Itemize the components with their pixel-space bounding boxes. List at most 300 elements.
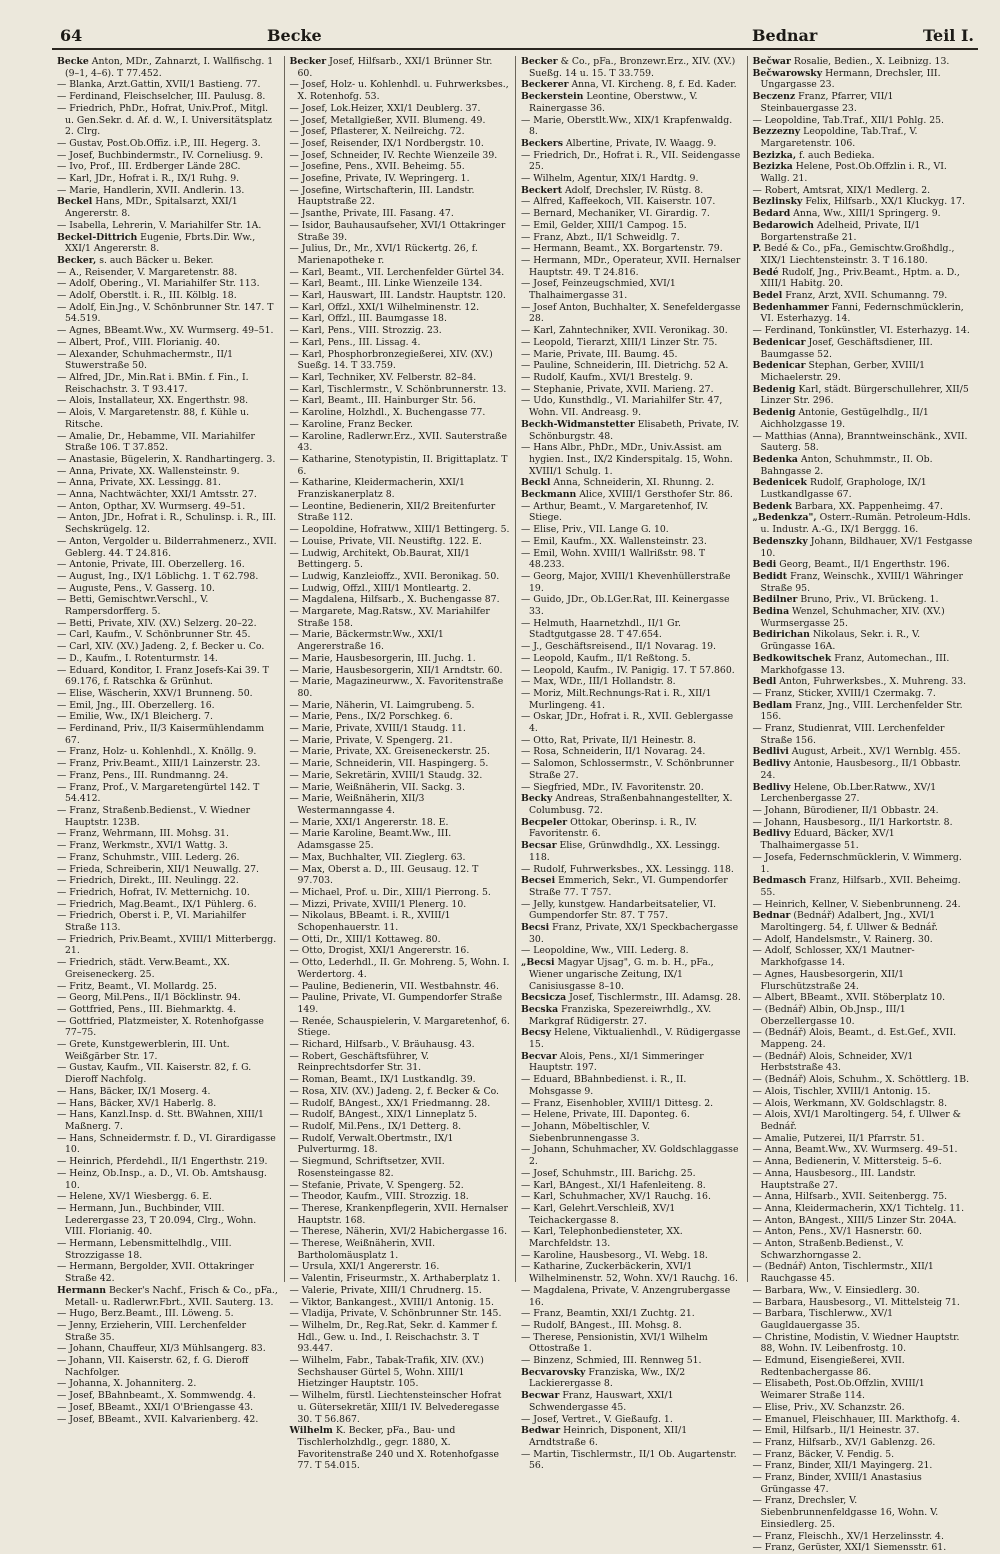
directory-entry: Becker, s. auch Bäcker u. Beker. [57,254,214,266]
directory-entry: Bečwar Rosalie, Bedien., X. Leibnizg. 13. [752,56,950,67]
directory-entry: — Otto, Lederhdl., II. Gr. Mohreng. 5, Wohn. I. Werdertorg. 4. [289,957,510,980]
directory-entry: — Hermann, Jun., Buchbinder, VIII. Lederergasse 23, T 20.094, Clrg., Wohn. VIII. Florianig. 40. [57,1202,257,1238]
directory-entry: — Franz, Straßenb.Bedienst., V. Wiedner Hauptstr. 123B. [57,805,251,828]
directory-entry: — Carl, Kaufm., V. Schönbrunner Str. 45. [57,629,251,641]
directory-entry: Bedel Franz, Arzt, XVII. Schumanng. 79. [752,290,948,302]
directory-entry: — Eduard, Konditor, I. Franz Josefs-Kai 39. T 69.176, f. Ratschka & Grünhut. [57,664,269,688]
directory-entry: Bedé Rudolf, Jng., Priv.Beamt., Hptm. a. D., XIII/1 Habitg. 20. [752,266,960,290]
directory-entry: — Josef, Schneider, IV. Rechte Wienzeile 39. [289,149,498,161]
directory-entry: — Karoline, Holzhdl., X. Buchengasse 77. [289,407,486,419]
directory-entry: — (Bednář) Anton, Tischlermstr., XII/1 Rauchgasse 45. [752,1261,934,1285]
directory-entry: Bezzezny Leopoldine, Tab.Traf., V. Margaretenstr. 106. [752,126,918,149]
directory-entry: — Marie, Schneiderin, VII. Haspingerg. 5. [289,758,489,770]
directory-entry: — Karl, Pens., III. Lissag. 4. [289,336,421,348]
directory-entry: — Josef, Holz- u. Kohlenhdl. u. Fuhrwerksbes., X. Rotenhofg. 53. [289,79,509,103]
directory-entry: Bedlivy Helene, Ob.Lber.Ratww., XV/1 Lerchenbergasse 27. [752,781,937,805]
directory-entry: — (Bednář) Alois, Schuhm., X. Schöttlerg. 1B. [752,1074,970,1086]
directory-entry: — Louise, Private, VII. Neustiftg. 122. E. [289,535,482,547]
directory-entry: — Hermann, Bergolder, XVII. Ottakringer Straße 42. [57,1261,254,1285]
directory-entry: — Alois, Tischler, XVIII/1 Antonig. 15. [752,1085,931,1097]
directory-entry: — Karl, Telephonbediensteter, XX. Marchfeldstr. 13. [521,1226,683,1250]
directory-entry: — Franz, Studienrat, VIII. Lerchenfelder Straße 156. [752,723,945,746]
directory-entry: — Robert, Amtsrat, XIX/1 Medlerg. 2. [752,184,931,196]
directory-entry: — Heinrich, Kellner, V. Siebenbrunneng. 24. [752,898,961,910]
directory-entry: — Elisabeth, Post.Ob.Offzlin, XVIII/1 Weimarer Straße 114. [752,1378,925,1402]
directory-entry: — Hans Albr., PhDr., MDr., Univ.Assist. am hygien. Inst., IX/2 Kinderspitalg. 15, Wohn. XVIII/1 Schulg. 1. [521,442,733,477]
directory-entry: — J., Geschäftsreisend., II/1 Novarag. 19. [521,641,717,653]
directory-entry: — Robert, Geschäftsführer, V. Reinprechtsdorfer Str. 31. [289,1050,430,1074]
directory-entry: — Max, WDr., III/1 Hollandstr. 8. [521,676,676,688]
directory-entry: Bedenhammer Fanni, Federnschmücklerin, VI. Esterhazyg. 14. [752,301,964,325]
directory-entry: — D., Kaufm., I. Rotenturmstr. 14. [57,652,218,664]
directory-entry: Bedwar Heinrich, Disponent, XII/1 Arndtstraße 6. [521,1425,688,1448]
directory-entry: Bedmasch Franz, Hilfsarb., XVII. Beheimg. 55. [752,875,961,898]
directory-entry: — Therese, Krankenpflegerin, XVII. Hernalser Hauptstr. 168. [289,1202,508,1226]
directory-entry: — Fritz, Beamt., VI. Mollardg. 25. [57,980,217,992]
directory-entry: — Johann, Chauffeur, XI/3 Mühlsangerg. 83. [57,1343,266,1355]
directory-entry: — Franz, Sticker, XVIII/1 Czermakg. 7. [752,687,936,699]
directory-entry: — Jelly, kunstgew. Handarbeitsatelier, VI. Gumpendorfer Str. 87. T 757. [521,898,717,922]
directory-entry: — Josefa, Federnschmücklerin, V. Wimmerg. 1. [752,851,962,875]
directory-entry: — Ludwig, Architekt, Ob.Baurat, XII/1 Bettingerg. 5. [289,547,471,571]
directory-entry: — Leopold, Kaufm., IV. Panigig. 17. T 57.860. [521,664,735,676]
directory-entry: — Amalie, Dr., Hebamme, VII. Mariahilfer Straße 106. T 37.852. [57,430,255,454]
directory-entry: — Josefine, Private, IV. Wepringerg. 1. [289,173,470,185]
directory-entry: Bedard Anna, Ww., XIII/1 Springerg. 9. [752,208,941,220]
directory-entry: — Anna, Bedienerin, V. Mittersteig. 5–6. [752,1156,942,1168]
directory-entry: — Karl, Phosphorbronzegießerei, XIV. (XV.) Sueßg. 14. T 33.759. [289,348,493,372]
directory-entry: — Josef, Pflasterer, X. Neilreichg. 72. [289,126,465,138]
directory-entry: — Isabella, Lehrerin, V. Mariahilfer Str. 1A. [57,219,262,231]
directory-entry: — Gottfried, Platzmeister, X. Rotenhofgasse 77–75. [57,1015,264,1039]
directory-entry: — Max, Oberst a. D., III. Geusaug. 12. T 97.703. [289,863,479,887]
directory-entry: — Gottfried, Pens., III. Biehmarktg. 4. [57,1003,237,1015]
directory-entry: — Emil, Gelder, XIII/1 Campog. 15. [521,219,687,231]
directory-entry: — Heinrich, Pferdehdl., II/1 Engerthstr. 219. [57,1156,268,1168]
directory-entry: — Grete, Kunstgewerblerin, III. Unt. Weißgärber Str. 17. [57,1039,230,1062]
directory-entry: — Rudolf, BAngest., III. Mohsg. 8. [521,1319,682,1331]
directory-entry: — Hugo, Berz.Beamt., III. Löweng. 5. [57,1308,234,1320]
directory-entry: — Rudolf, BAngest., XX/1 Friedmanng. 28. [289,1097,491,1109]
directory-entry: — Carl, XIV. (XV.) Jadeng. 2, f. Becker u. Co. [57,641,265,653]
directory-entry: — Karl, Schuhmacher, XV/1 Rauchg. 16. [521,1191,711,1203]
directory-entry: — Michael, Prof. u. Dir., XIII/1 Pierrong. 5. [289,886,491,898]
directory-entry: — Theodor, Kaufm., VIII. Strozzig. 18. [289,1191,469,1203]
directory-entry: — Emil, Jng., III. Oberzellerg. 16. [57,699,215,711]
directory-entry: — Anastasie, Bügelerin, X. Randhartingerg. 3. [57,453,276,465]
directory-entry: Hermann Becker's Nachf., Frisch & Co., pFa., Metall- u. Radlerwr.Fbrt., XVII. Sauterg. 13. [57,1284,278,1308]
directory-entry: — Betti, Private, XIV. (XV.) Selzerg. 20–22. [57,617,257,629]
directory-entry: — Eduard, BBahnbedienst. i. R., II. Mohsgasse 9. [521,1074,687,1097]
directory-entry: Beckl Anna, Schneiderin, XI. Rhunng. 2. [521,477,715,489]
directory-entry: — Matthias (Anna), Branntweinschänk., XVII. Sauterg. 58. [752,430,968,454]
directory-entry: — Marie, XXI/1 Angererstr. 18. E. [289,816,449,828]
directory-entry: Bedenig Karl, städt. Bürgerschullehrer, XII/5 Linzer Str. 296. [752,383,969,407]
directory-entry: — Franz, Abzt., II/1 Schweidlg. 7. [521,231,680,243]
directory-entry: — Stephanie, Private, XVII. Marieng. 27. [521,383,714,395]
directory-entry: — Marie, Private, XVIII/1 Staudg. 11. [289,723,466,735]
directory-entry: — Alois, V. Margaretenstr. 88, f. Kühle u. Ritsche. [57,407,250,430]
page-header [52,22,978,50]
directory-entry: — Agnes, BBeamt.Ww., XV. Wurmserg. 49–51. [57,325,274,337]
directory-entry: — Leopoldine, Ww., VIII. Lederg. 8. [521,945,689,957]
directory-entry: — Helene, Private, III. Daponteg. 6. [521,1109,690,1121]
directory-entry: Beckert Adolf, Drechsler, IV. Rüstg. 8. [521,184,704,196]
directory-entry: — Barbara, Hausbesorg., VI. Mittelsteig 71. [752,1296,960,1308]
directory-entry: Becker & Co., pFa., Bronzewr.Erz., XIV. (XV.) Sueßg. 14 u. 15. T 33.759. [521,56,736,79]
directory-entry: — Marie, Pens., IX/2 Porschkeg. 6. [289,711,453,723]
directory-entry: Bedi Georg, Beamt., II/1 Engerthstr. 196. [752,559,950,571]
directory-entry: — August, Ing., IX/1 Löblichg. 1. T 62.798. [57,570,259,582]
directory-entry: — Helene, XV/1 Wiesbergg. 6. E. [57,1191,212,1203]
directory-entry: — Pauline, Schneiderin, III. Dietrichg. 52 A. [521,360,729,372]
directory-entry: — Rudolf, BAngest., XIX/1 Linneplatz 5. [289,1109,478,1121]
directory-entry: — Franz, Binder, XVIII/1 Anastasius Grüngasse 47. [752,1472,922,1495]
directory-entry: — Siegfried, MDr., IV. Favoritenstr. 20. [521,781,704,793]
directory-entry: — Karl, Offzl., III. Baumgasse 18. [289,313,447,325]
directory-entry: — Viktor, Bankangest., XVIII/1 Antonig. 15. [289,1296,494,1308]
directory-entry: — Franz, Beamtin, XXI/1 Zuchtg. 21. [521,1308,695,1320]
directory-entry: — Salomon, Schlossermstr., V. Schönbrunner Straße 27. [521,758,734,781]
directory-entry: Beckers Albertine, Private, IV. Waagg. 9. [521,137,717,149]
directory-entry: — Vladija, Private, V. Schönbrunner Str. 145. [289,1308,502,1320]
directory-entry: — Emanuel, Fleischhauer, III. Markthofg. 4. [752,1413,961,1425]
directory-entry: — Hermann, Lebensmittelhdlg., VIII. Strozzigasse 18. [57,1238,232,1261]
directory-entry: — Anna, Nachtwächter, XXI/1 Amtsstr. 27. [57,489,257,501]
directory-entry: — Katharine, Kleidermacherin, XXI/1 Franziskanerplatz 8. [289,477,465,501]
directory-entry: P. Bedé & Co., pFa., Gemischtw.Großhdlg., XIX/1 Liechtensteinstr. 3. T 16.180. [752,243,955,266]
directory-entry: — Karoline, Radlerwr.Erz., XVII. Sauterstraße 43. [289,430,507,454]
directory-entry: — Franz, Holz- u. Kohlenhdl., X. Knöllg. 9. [57,746,257,758]
directory-entry: Becke Anton, MDr., Zahnarzt, I. Wallfischg. 1 (9–1, 4–6). T 77.452. [57,56,274,79]
directory-entry: — Ivo, Prof., III. Erdberger Lände 28C. [57,161,241,173]
directory-entry: — Marie, Magazineurww., X. Favoritenstraße 80. [289,676,504,699]
directory-entry: — Rudolf, Verwalt.Obertmstr., IX/1 Pulverturmg. 18. [289,1132,454,1156]
directory-entry: — Alfred, Kaffeekoch, VII. Kaiserstr. 107. [521,196,716,208]
directory-entry: — Otto, Drogist, XXI/1 Angererstr. 16. [289,945,470,957]
directory-entry: Bezizka Helene, Post.Ob.Offzlin i. R., VI. Wallg. 21. [752,161,947,185]
directory-entry: — Karl, Pens., VIII. Strozzig. 23. [289,325,442,337]
directory-entry: — Marie, Private, V. Spengerg. 21. [289,734,453,746]
directory-entry: — Hans, Schneidermstr. f. D., VI. Girardigasse 10. [57,1132,276,1156]
directory-entry: Bedenka Anton, Schuhmmstr., II. Ob. Bahngasse 2. [752,453,933,477]
directory-entry: — Mizzi, Private, XVIII/1 Plenerg. 10. [289,898,467,910]
directory-entry: — Friedrich, Hofrat, IV. Metternichg. 10. [57,886,250,898]
directory-entry: — Franz, Werkmstr., XVI/1 Wattg. 3. [57,840,228,852]
directory-entry: Beckerer Anna, VI. Kircheng. 8, f. Ed. Kader. [521,79,737,91]
directory-entry: — Isidor, Bauhausaufseher, XVI/1 Ottakringer Straße 39. [289,219,506,243]
directory-entry: — Valerie, Private, XIII/1 Chrudnerg. 15. [289,1284,482,1296]
directory-entry: — Franz, Priv.Beamt., XIII/1 Lainzerstr. 23. [57,758,261,770]
directory-entry: — Josef, BBahnbeamt., X. Sommwendg. 4. [57,1390,256,1402]
directory-entry: — Karl, Zahntechniker, XVII. Veronikag. 30. [521,325,728,337]
directory-entry: Bedenszky Johann, Bildhauer, XV/1 Festgasse 10. [752,535,973,559]
directory-entry: Bedenicar Stephan, Gerber, XVIII/1 Michaelerstr. 29. [752,360,926,383]
header-right-keyword: Bednar [752,26,818,45]
directory-entry: — Agnes, Hausbesorgerin, XII/1 Flurschützstraße 24. [752,968,905,992]
directory-entry: — Helmuth, Haarnetzhdl., II/1 Gr. Stadtgutgasse 28. T 47.654. [521,617,681,641]
directory-entry: „Bedenkza", Osterr.-Rumän. Petroleum-Hdls. u. Industr. A.-G., IX/1 Berggg. 16. [752,512,971,536]
directory-entry: — Emilie, Ww., IX/1 Bleicherg. 7. [57,711,213,723]
directory-entry: — Friedrich, Direkt., III. Neulingg. 22. [57,875,239,887]
column-3 [515,56,747,1472]
directory-entry: — Anna, Hilfsarb., XVII. Seitenbergg. 75. [752,1191,948,1203]
directory-entry: — Karl, Hauswart, III. Landstr. Hauptstr. 120. [289,290,506,302]
directory-entry: — Rudolf, Mil.Pens., IX/1 Detterg. 8. [289,1120,462,1132]
directory-entry: Becsi Franz, Private, XX/1 Speckbachergasse 30. [521,922,739,945]
directory-entry: — Hans, Bäcker, XV/1 Haberlg. 8. [57,1097,217,1109]
directory-entry: — Adolf, Ein.Jng., V. Schönbrunner Str. 147. T 54.519. [57,301,274,325]
directory-entry: — Wilhelm, fürstl. Liechtensteinscher Hofrat u. Gütersekretär, XIII/1 IV. Belvederegasse 30. T 56.867. [289,1390,502,1425]
directory-entry: — Karl, Offzl., XXI/1 Wilhelminenstr. 12. [289,301,480,313]
directory-entry: Becska Franziska, Spezereiwrhdlg., XV. Markgraf Rüdigerstr. 27. [521,1003,712,1027]
directory-entry: — Nikolaus, BBeamt. i. R., XVIII/1 Schopenhauerstr. 11. [289,910,451,934]
directory-entry: — Alexander, Schuhmachermstr., II/1 Stuwerstraße 50. [57,348,234,372]
directory-entry: — Pauline, Bedienerin, VII. Westbahnstr. 46. [289,980,499,992]
directory-entry: — Julius, Dr., Mr., XVI/1 Rückertg. 26, f. Marienapotheke r. [289,243,478,266]
directory-entry: Bedlivy Antonie, Hausbesorg., II/1 Obbastr. 24. [752,758,961,781]
directory-entry: — Guido, JDr., Ob.LGer.Rat, III. Keinergasse 33. [521,594,730,618]
directory-entry: — Bernard, Mechaniker, VI. Girardig. 7. [521,208,710,220]
directory-entry: — Margarete, Mag.Ratsw., XV. Mariahilfer Straße 158. [289,606,490,629]
directory-entry: — Roman, Beamt., IX/1 Lustkandlg. 39. [289,1074,476,1086]
directory-entry: — Katharine, Stenotypistin, II. Brigittaplatz. T 6. [289,453,508,477]
directory-entry: Bednar (Bednář) Adalbert, Jng., XVI/1 Maroltingerg. 54, f. Ullwer & Bednář. [752,910,938,934]
directory-entry: — Friedrich, städt. Verw.Beamt., XX. Greiseneckerg. 25. [57,957,230,980]
directory-entry: — Alfred, JDr., Min.Rat i. BMin. f. Fin., I. Reischachstr. 3. T 93.417. [57,371,249,395]
directory-entry: — Josef, Buchbindermstr., IV. Corneliusg. 9. [57,149,264,161]
directory-entry: Beckel-Dittrich Eugenie, Fbrts.Dir. Ww., XXI/1 Angererstr. 8. [57,231,256,255]
directory-entry: — Emil, Wohn. XVIII/1 Wallrißstr. 98. T 48.233. [521,547,706,571]
directory-entry: Bezizka, f. auch Bedieka. [752,149,875,161]
directory-entry: — Franz, Gerüster, XXI/1 Siemensstr. 61. [752,1542,947,1554]
directory-entry: — Renée, Schauspielerin, V. Margaretenhof, 6. Stiege. [289,1015,510,1039]
directory-entry: — Marie, Private, III. Baumg. 45. [521,348,678,360]
directory-entry: — Jsanthe, Private, III. Fasang. 47. [289,208,454,220]
directory-entry: — Anna, Private, XX. Lessingg. 81. [57,477,221,489]
directory-entry: — Pauline, Private, VI. Gumpendorfer Straße 149. [289,992,503,1015]
header-left-keyword: Becke [267,26,322,45]
directory-entry: — Leopoldine, Tab.Traf., XII/1 Pohlg. 25. [752,114,945,126]
directory-entry: — Karoline, Hausbesorg., VI. Webg. 18. [521,1249,708,1261]
directory-entry: — Amalie, Putzerei, II/1 Pfarrstr. 51. [752,1132,925,1144]
directory-entry: — Marie, Hausbesorgerin, XII/1 Arndtstr. 60. [289,664,503,676]
directory-entry: Bedina Wenzel, Schuhmacher, XIV. (XV.) Wurmsergasse 25. [752,606,945,629]
directory-entry: — Christine, Modistin, V. Wiedner Hauptstr. 88, Wohn. IV. Leibenfrostg. 10. [752,1331,960,1355]
directory-entry: — Marie, Bäckermstr.Ww., XXI/1 Angererstraße 16. [289,629,444,653]
directory-entry: — Anton, Opthar, XV. Wurmserg. 49–51. [57,500,246,512]
directory-entry: Becker Josef, Hilfsarb., XXI/1 Brünner Str. 60. [289,56,493,79]
directory-entry: — Franz, Pens., III. Rundmanng. 24. [57,769,229,781]
directory-entry: — Josef, BBeamt., XVII. Kalvarienberg. 42. [57,1413,259,1425]
directory-entry: — Karl, Beamt., III. Linke Wienzeile 134. [289,278,483,290]
directory-entry: — Ludwig, Kanzleioffz., XVII. Beronikag. 50. [289,570,500,582]
directory-entry: Bedidt Franz, Weinschk., XVIII/1 Währinger Straße 95. [752,570,963,594]
directory-entry: Becvar Alois, Pens., XI/1 Simmeringer Hauptstr. 197. [521,1050,704,1074]
directory-entry: — Rosa, XIV. (XV.) Jadeng. 2, f. Becker & Co. [289,1085,499,1097]
directory-entry: — Heinz, Ob.Insp., a. D., VI. Ob. Amtshausg. 10. [57,1167,267,1191]
directory-entry: Beckh-Widmanstetter Elisabeth, Private, IV. Schönburgstr. 48. [521,418,740,442]
directory-entry: — Josef, Metallgießer, XVII. Blumeng. 49. [289,114,486,126]
directory-entry: — Marie, Näherin, VI. Laimgrubeng. 5. [289,699,475,711]
directory-entry: Becpeler Ottokar, Oberinsp. i. R., IV. Favoritenstr. 6. [521,816,697,840]
directory-entry: — Adolf, Obering., VI. Mariahilfer Str. 113. [57,278,260,290]
directory-entry: — Karoline, Franz Becker. [289,418,413,430]
directory-entry: — Josef, Feinzeugschmied, XVI/1 Thalhaimergasse 31. [521,278,676,302]
directory-entry: Bedenig Antonie, Gestügelhdlg., II/1 Aichholzgasse 19. [752,407,929,430]
column-2 [284,56,516,1472]
directory-entry: — Karl, Techniker, XV. Felberstr. 82–84. [289,371,477,383]
directory-entry: Bedenicek Rudolf, Graphologe, IX/1 Lustkandlgasse 67. [752,477,927,501]
directory-entry: — Rudolf, Kaufm., XVI/1 Brestelg. 9. [521,371,693,383]
directory-entry: — Rudolf, Fuhrwerksbes., XX. Lessingg. 118. [521,863,734,875]
directory-entry: — Elise, Priv., VII. Lange G. 10. [521,524,669,536]
directory-entry: — Friedrich, PhDr., Hofrat, Univ.Prof., Mitgl. u. Gen.Sekr. d. Af. d. W., I. Universitätsplatz 2. Clrg. [57,102,272,138]
directory-entry: — Blanka, Arzt.Gattin, XVII/1 Bastieng. 77. [57,79,261,91]
directory-entry: — Frieda, Schreiberin, XII/1 Neuwallg. 27. [57,863,259,875]
directory-entry: — Moriz, Milt.Rechnungs-Rat i. R., XII/1 Murlingeng. 41. [521,687,712,711]
directory-entry: — Ursula, XXI/1 Angererstr. 16. [289,1261,440,1273]
directory-entry: Bedenicar Josef, Geschäftsdiener, III. Baumgasse 52. [752,336,933,360]
directory-entry: — Elise, Wäscherin, XXV/1 Brunneng. 50. [57,687,253,699]
directory-entry: — Magdalena, Hilfsarb., X. Buchengasse 87. [289,594,500,606]
directory-entry: Bedilner Bruno, Priv., VI. Brückeng. 1. [752,594,939,606]
directory-entry: — Friedrich, Oberst i. P., VI. Mariahilfer Straße 113. [57,910,246,934]
columns [52,56,978,1554]
directory-entry: — Johann, VII. Kaiserstr. 62, f. G. Dieroff Nachfolger. [57,1355,249,1378]
directory-entry: — Friedrich, Dr., Hofrat i. R., VII. Seidengasse 25. [521,149,741,173]
directory-entry: — Georg, Major, XVIII/1 Khevenhüllerstraße 19. [521,570,731,594]
column-1 [52,56,284,1425]
directory-entry: — Rosa, Schneiderin, II/1 Novarag. 24. [521,746,706,758]
directory-entry: — Auguste, Pens., V. Gasserg. 10. [57,582,215,594]
directory-entry: Bečwarowsky Hermann, Drechsler, III. Ungargasse 23. [752,67,941,91]
directory-entry: — Franz, Hilfsarb., XV/1 Gablenzg. 26. [752,1436,936,1448]
directory-entry: — Albert, BBeamt., XVII. Stöberplatz 10. [752,992,946,1004]
directory-entry: — Otti, Dr., XIII/1 Kottaweg. 80. [289,933,441,945]
directory-entry: — Marie, Oberstlt.Ww., XIX/1 Krapfenwaldg. 8. [521,114,733,138]
directory-entry: Beckmann Alice, XVIII/1 Gersthofer Str. 86. [521,489,733,501]
directory-entry: — Emil, Kaufm., XX. Wallensteinstr. 23. [521,535,707,547]
directory-entry: — Karl, JDr., Hofrat i. R., IX/1 Ruhg. 9. [57,173,240,185]
directory-entry: — Karl, BAngest., XI/1 Hafenleiteng. 8. [521,1179,706,1191]
directory-entry: — Betti, Gemischtwr.Verschl., V. Rampersdorfferg. 5. [57,594,209,618]
directory-entry: Bedenk Barbara, XX. Pappenheimg. 47. [752,500,943,512]
directory-entry: — Richard, Hilfsarb., V. Bräuhausg. 43. [289,1039,475,1051]
directory-entry: Bezlinsky Felix, Hilfsarb., XX/1 Kluckyg. 17. [752,196,965,208]
directory-entry: „Becsi Magyar Ujsag", G. m. b. H., pFa., Wiener ungarische Zeitung, IX/1 Canisiusgasse 8–10. [521,957,714,992]
directory-entry: — Friedrich, Priv.Beamt., XVIII/1 Mitterbergg. 21. [57,933,277,957]
directory-entry: — Anna, Hausbesorg., III. Landstr. Hauptstraße 27. [752,1167,916,1191]
directory-entry: — Marie, Weißnäherin, XII/3 Westermanngasse 4. [289,793,425,816]
directory-entry: — Franz, Wehrmann, III. Mohsg. 31. [57,828,229,840]
directory-entry: Becsy Helene, Viktualienhdl., V. Rüdigergasse 15. [521,1027,741,1051]
directory-entry: — Franz, Drechsler, V. Siebenbrunnenfeldgasse 16, Wohn. V. Einsiedlerg. 25. [752,1495,939,1530]
directory-entry: — Therese, Näherin, XVI/2 Habichergasse 16. [289,1226,508,1238]
directory-entry: — Franz, Eisenhobler, XVIII/1 Dittesg. 2. [521,1097,714,1109]
directory-entry: Becsicza Josef, Tischlermstr., III. Adamsg. 28. [521,992,741,1004]
directory-entry: — Elise, Priv., XV. Schanzstr. 26. [752,1401,905,1413]
directory-entry: — Barbara, Ww., V. Einsiedlerg. 30. [752,1284,920,1296]
directory-entry: — Valentin, Friseurmstr., X. Arthaberplatz 1. [289,1273,501,1285]
directory-entry: Bedlam Franz, Jng., VIII. Lerchenfelder Str. 156. [752,699,963,723]
directory-entry: — (Bednář) Alois, Schneider, XV/1 Herbststraße 43. [752,1050,914,1074]
directory-entry: — Marie, Sekretärin, XVIII/1 Staudg. 32. [289,769,483,781]
directory-entry: — (Bednář) Albin, Ob.Jnsp., III/1 Oberzellergasse 10. [752,1003,906,1027]
directory-entry: — Emil, Hilfsarb., II/1 Heinestr. 37. [752,1425,920,1437]
directory-entry: — Edmund, Eisengießerei, XVII. Redtenbachergasse 86. [752,1355,905,1378]
header-part: Teil I. [922,26,974,45]
directory-entry: — Franz, Prof., V. Margaretengürtel 142. T 54.412. [57,781,260,805]
directory-entry: — Anton, BAngest., XIII/5 Linzer Str. 204A. [752,1214,957,1226]
directory-entry: — Friedrich, Mag.Beamt., IX/1 Pühlerg. 6. [57,898,257,910]
directory-entry: — Hermann, MDr., Operateur, XVII. Hernalser Hauptstr. 49. T 24.816. [521,254,741,278]
directory-entry: — Josef, Vertret., V. Gießaufg. 1. [521,1413,673,1425]
directory-entry: — Anna, Kleidermacherin, XX/1 Tichtelg. 11. [752,1202,965,1214]
directory-entry: — Barbara, Tischlerww., XV/1 Gaugldauergasse 35. [752,1308,894,1331]
directory-entry: Bedl Anton, Fuhrwerksbes., X. Muhreng. 33. [752,676,967,688]
directory-entry: — Adolf, Schlosser, XX/1 Mautner-Markhofgasse 14. [752,945,915,969]
directory-entry: — Adolf, Oberstlt. i. R., III. Kölblg. 18. [57,290,237,302]
column-4 [747,56,979,1554]
directory-entry: — (Bednář) Alois, Beamt., d. Est.Gef., XVII. Mappeng. 24. [752,1027,957,1051]
directory-entry: — Franz, Binder, XII/1 Mayingerg. 21. [752,1460,933,1472]
directory-entry: — Anna, Private, XX. Wallensteinstr. 9. [57,465,240,477]
directory-entry: — Martin, Tischlermstr., II/1 Ob. Augartenstr. 56. [521,1448,737,1472]
directory-entry: — Josef, Reisender, IX/1 Nordbergstr. 10. [289,137,484,149]
directory-entry: Becsei Emmerich, Sekr., VI. Gumpendorfer Straße 77. T 757. [521,875,728,898]
directory-entry: Bedarowich Adelheid, Private, II/1 Borgartenstraße 21. [752,219,921,243]
directory-entry: Becwar Franz, Hauswart, XXI/1 Schwendergasse 45. [521,1390,674,1413]
directory-entry: — Gustav, Kaufm., VII. Kaiserstr. 82, f. G. Dieroff Nachfolg. [57,1062,252,1086]
directory-entry: — Johann, Möbeltischler, V. Siebenbrunnengasse 3. [521,1120,651,1144]
directory-entry: — Ludwig, Offzl., XIII/1 Montleartg. 2. [289,582,472,594]
directory-entry: — Alois, XVI/1 Maroltingerg. 54, f. Ullwer & Bednář. [752,1109,961,1132]
directory-entry: — Marie, Weißnäherin, VII. Sackg. 3. [289,781,465,793]
directory-entry: — Georg, Mil.Pens., II/1 Böcklinstr. 94. [57,992,241,1004]
directory-entry: — Hans, Kanzl.Insp. d. Stt. BWahnen, XIII/1 Maßnerg. 7. [57,1109,264,1132]
directory-entry: — Albert, Prof., VIII. Florianig. 40. [57,336,220,348]
directory-entry: — Marie, Handlerin, XVII. Andlerin. 13. [57,184,245,196]
directory-entry: — Ferdinand, Priv., II/3 Kaisermühlendamm 67. [57,723,265,746]
directory-entry: — Ferdinand, Tonkünstler, VI. Esterhazyg. 14. [752,325,970,337]
directory-entry: — Oskar, JDr., Hofrat i. R., XVII. Geblergasse 4. [521,711,734,735]
directory-entry: Becky Andreas, Straßenbahnangestellter, X. Columbusg. 72. [521,793,733,816]
directory-entry: — Adolf, Handelsmstr., V. Rainerg. 30. [752,933,933,945]
directory-entry: — Arthur, Beamt., V. Margaretenhof, IV. Stiege. [521,500,709,524]
directory-entry: — Ferdinand, Fleischselcher, III. Paulusg. 8. [57,91,266,103]
directory-entry: — Udo, Kunsthdlg., VI. Mariahilfer Str. 47, Wohn. VII. Andreasg. 9. [521,395,723,419]
directory-entry: — Otto, Rat, Private, II/1 Heinestr. 8. [521,734,697,746]
directory-entry: — Leopold, Kaufm., II/1 Reßtong. 5. [521,652,691,664]
directory-entry: — Anton, Vergolder u. Bilderrahmenerz., XVII. Geblerg. 44. T 24.816. [57,535,277,559]
directory-entry: — Jenny, Erzieherin, VIII. Lerchenfelder Straße 35. [57,1319,247,1343]
directory-entry: — Franz, Schuhmstr., VIII. Lederg. 26. [57,851,240,863]
directory-entry: — Marie Karoline, Beamt.Ww., III. Adamsgasse 25. [289,828,452,852]
page-number: 64 [60,26,83,45]
directory-entry: — Anton, JDr., Hofrat i. R., Schulinsp. i. R., III. Sechskrügelg. 12. [57,512,277,536]
directory-entry: — Johann, Hausbesorg., II/1 Harkortstr. 8. [752,816,953,828]
directory-entry: — Josefine, Pens., XVII. Beheimg. 55. [289,161,465,173]
directory-entry: — Anna, Beamt.Ww., XV. Wurmserg. 49–51. [752,1144,958,1156]
directory-entry: — Josef, BBeamt., XXI/1 O'Briengasse 43. [57,1401,254,1413]
directory-entry: — Antonie, Private, III. Oberzellerg. 16. [57,559,245,571]
directory-entry: — Josef, Lok.Heizer, XXI/1 Deublerg. 37. [289,102,481,114]
directory-entry: — Marie, Private, XX. Greiseneckerstr. 25. [289,746,490,758]
directory-entry: Bedlivy Eduard, Bäcker, XV/1 Thalhaimergasse 51. [752,828,895,852]
directory-entry: Beczenz Franz, Pfarrer, VII/1 Steinbauergasse 23. [752,91,894,114]
directory-entry: — Alois, Installateur, XX. Engerthstr. 98. [57,395,249,407]
